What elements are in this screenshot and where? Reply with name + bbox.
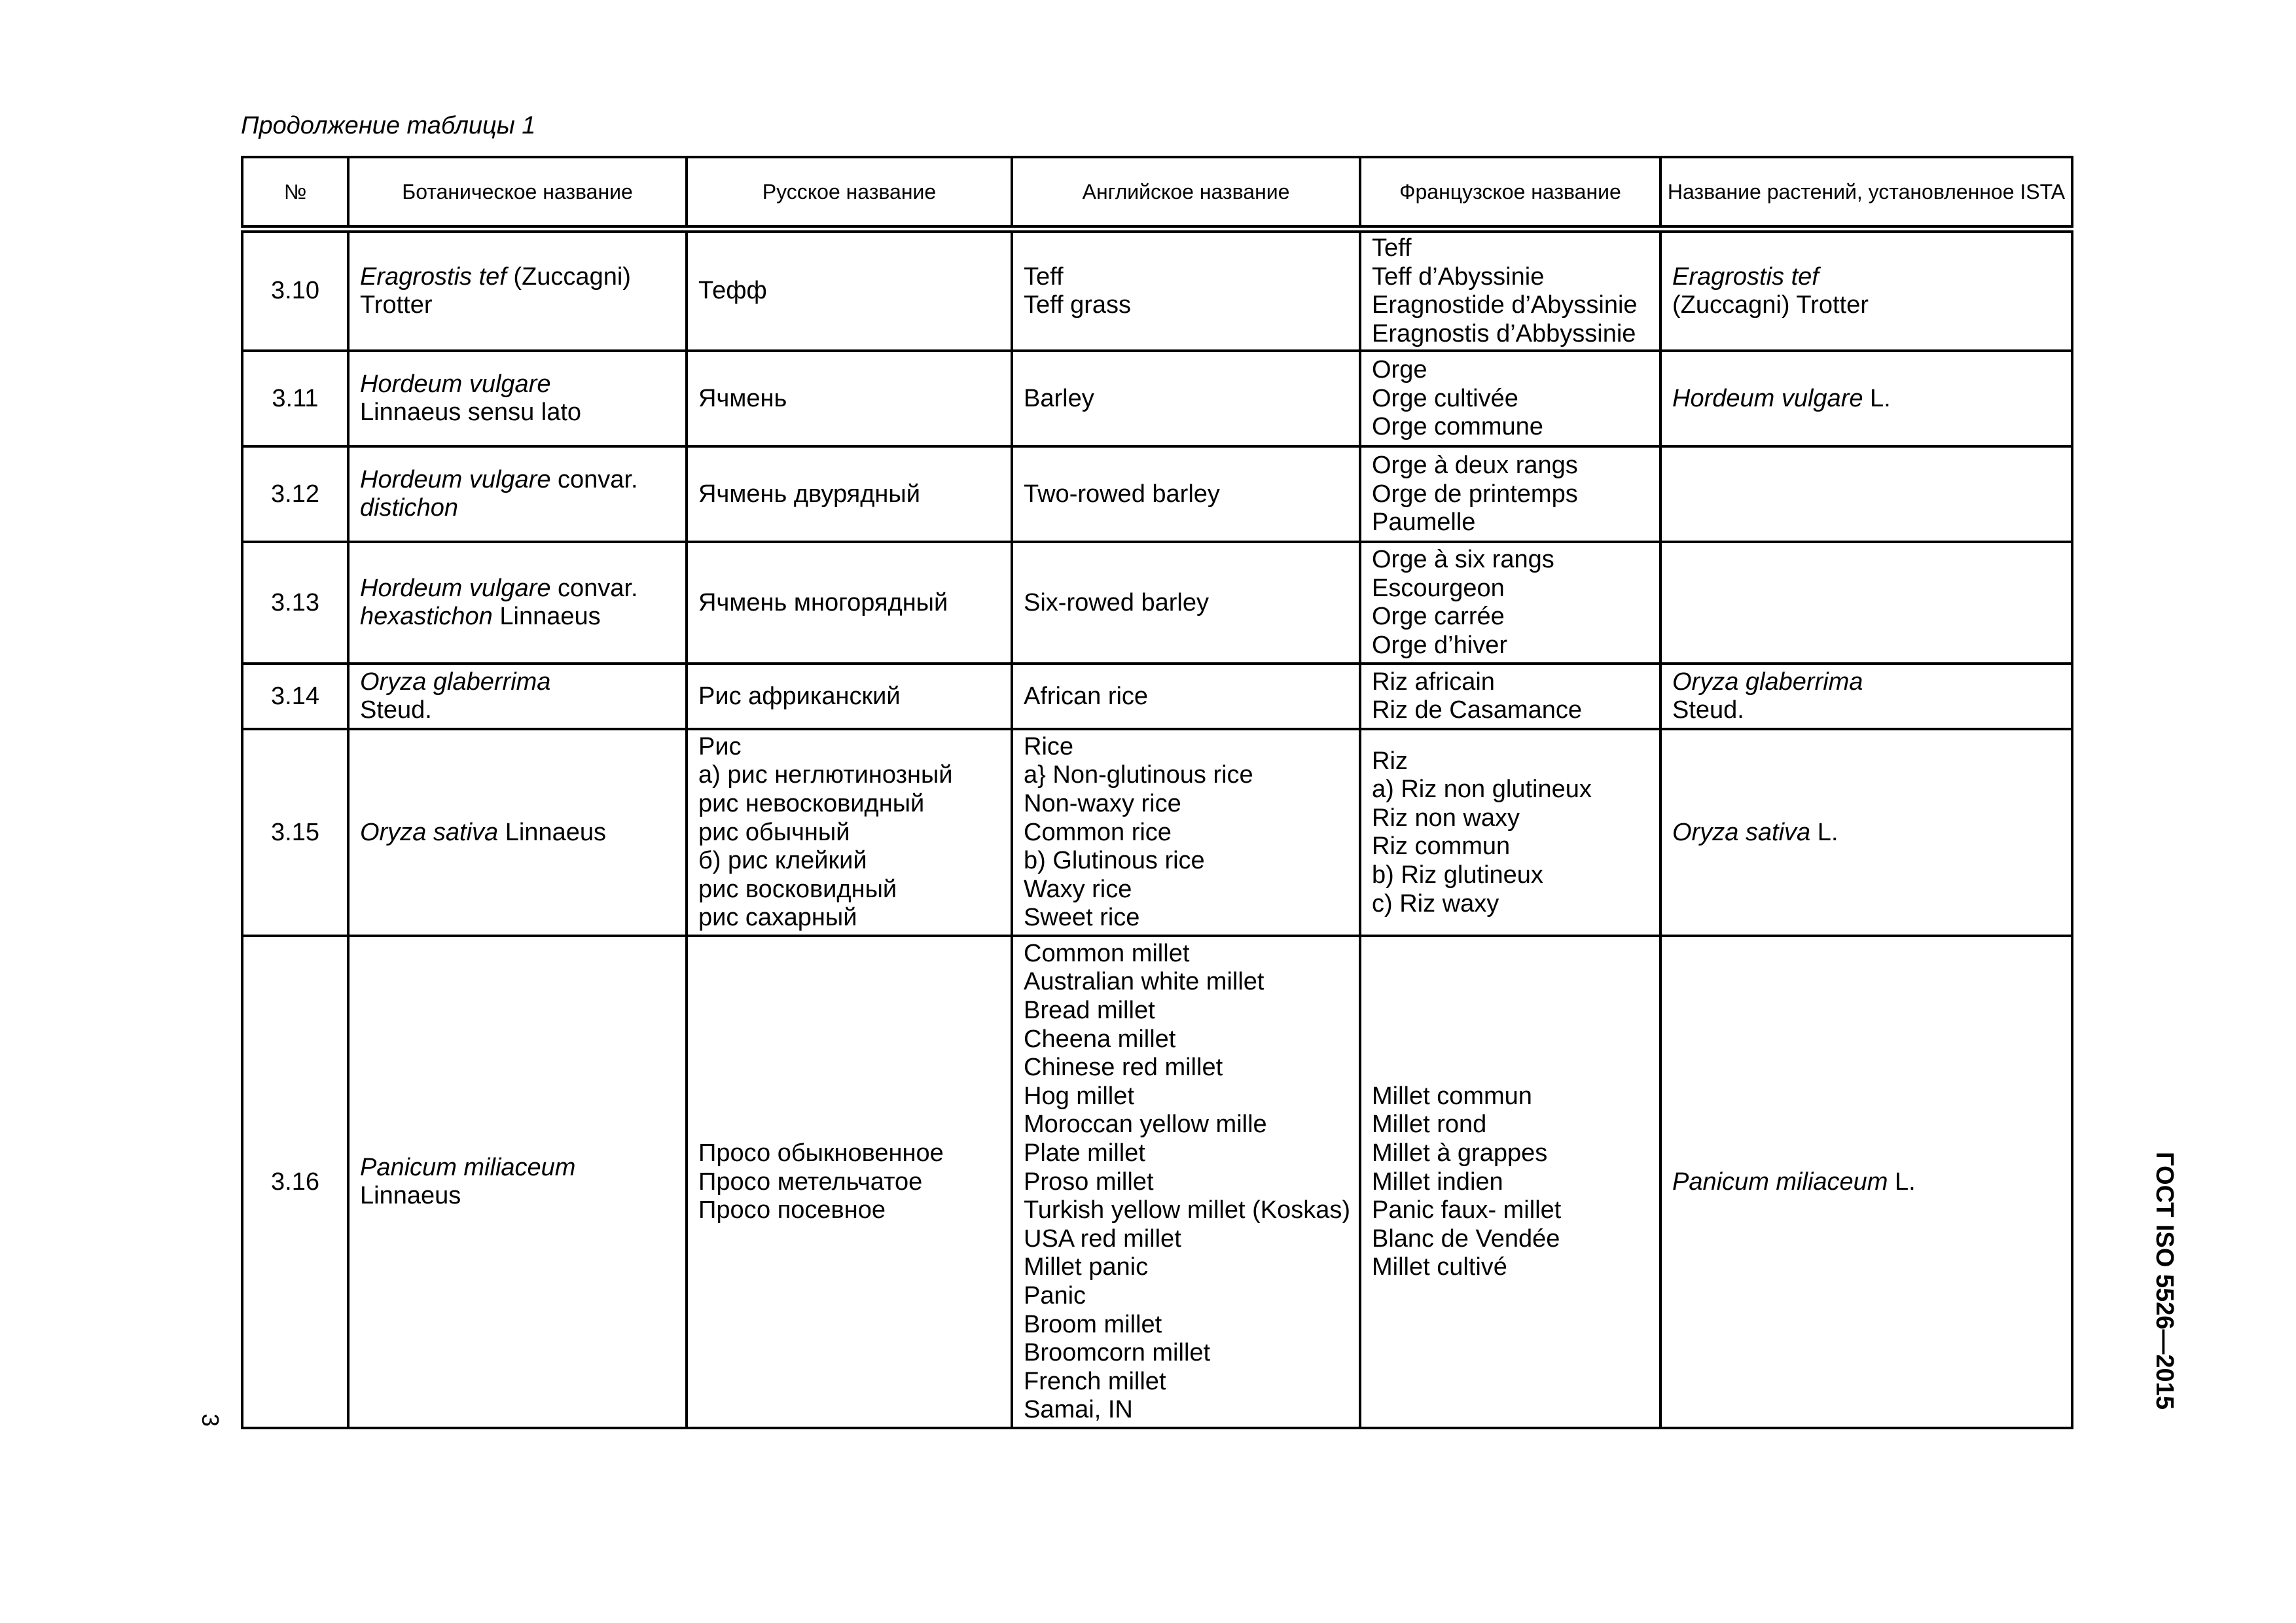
cell-ista-name <box>1660 446 2072 542</box>
cell-botanical-name-line <box>360 819 675 847</box>
cell-english-name-line: Moroccan yellow mille <box>1024 1111 1267 1139</box>
cell-french-name-line: Orge de printemps <box>1372 480 1578 508</box>
cell-english-name-line: Teff grass <box>1024 291 1132 319</box>
cell-russian-name-line: Просо метельчатое <box>698 1168 923 1196</box>
cell-french-name-line: b) Riz glutineux <box>1372 861 1543 889</box>
name-plain-part: Steud. <box>360 696 432 724</box>
latin-name-italic: Hordeum vulgare <box>360 574 551 602</box>
cell-number: 3.16 <box>242 936 348 1428</box>
cell-russian-name-line: рис обычный <box>698 818 850 846</box>
latin-name-italic: Panicum miliaceum <box>1672 1168 1888 1196</box>
cell-number: 3.12 <box>242 446 348 542</box>
cell-french-name-line: Blanc de Vendée <box>1372 1224 1560 1253</box>
name-plain-part: L. <box>1863 384 1891 412</box>
cell-english-name-line: b) Glutinous rice <box>1024 847 1205 875</box>
cell-french-name-line: c) Riz waxy <box>1372 889 1499 918</box>
cell-french-name-line: Orge à six rangs <box>1372 546 1554 574</box>
cell-ista-name-line <box>1672 263 2060 292</box>
cell-french-name-line: Millet cultivé <box>1372 1253 1507 1281</box>
cell-ista-name-line <box>1672 819 2060 847</box>
cell-botanical-name <box>348 351 687 446</box>
cell-english-name-line: Waxy rice <box>1024 875 1132 903</box>
cell-russian-name-line: Рис африканский <box>698 682 901 710</box>
latin-name-italic: Panicum miliaceum <box>360 1153 576 1181</box>
cell-russian-name-line: Ячмень двурядный <box>698 480 920 508</box>
cell-french-name <box>1360 351 1660 446</box>
cell-russian-name-line: Ячмень <box>698 384 787 412</box>
cell-french-name-line: Paumelle <box>1372 508 1476 537</box>
latin-name-italic: Hordeum vulgare <box>1672 384 1863 412</box>
latin-name-italic: hexastichon <box>360 603 493 631</box>
cell-french-name-line: Millet indien <box>1372 1168 1503 1196</box>
cell-ista-name <box>1660 229 2072 351</box>
cell-botanical-name-line <box>360 668 675 697</box>
cell-botanical-name <box>348 729 687 936</box>
cell-botanical-name-line <box>360 291 675 320</box>
name-plain-part: Linnaeus <box>498 818 606 846</box>
cell-english-name <box>1012 542 1360 664</box>
cell-botanical-name-line <box>360 603 675 632</box>
cell-english-name <box>1012 351 1360 446</box>
header-botanical-name: Ботаническое название <box>348 157 687 229</box>
cell-botanical-name-line <box>360 575 675 603</box>
cell-english-name-line: a} Non-glutinous rice <box>1024 761 1253 789</box>
cell-russian-name-line: рис сахарный <box>698 904 857 932</box>
name-plain-part: Linnaeus sensu lato <box>360 399 582 427</box>
latin-name-italic: Oryza glaberrima <box>360 668 551 696</box>
cell-english-name-line: Australian white millet <box>1024 968 1265 996</box>
latin-name-italic: distichon <box>360 494 458 522</box>
cell-russian-name <box>687 446 1012 542</box>
latin-name-italic: Oryza sativa <box>1672 818 1811 846</box>
cell-english-name-line: Panic <box>1024 1281 1086 1310</box>
cell-number: 3.14 <box>242 664 348 729</box>
cell-french-name-line: a) Riz non glutineux <box>1372 776 1592 804</box>
cell-english-name-line: Common rice <box>1024 818 1172 846</box>
cell-english-name-line: Two-rowed barley <box>1024 480 1220 508</box>
cell-english-name-line: USA red millet <box>1024 1224 1181 1253</box>
cell-english-name-line: Rice <box>1024 732 1074 760</box>
cell-english-name-line: Non-waxy rice <box>1024 789 1181 817</box>
cell-french-name-line: Teff d’Abyssinie <box>1372 262 1545 291</box>
cell-french-name-line: Millet commun <box>1372 1082 1532 1110</box>
cell-botanical-name <box>348 542 687 664</box>
name-plain-part: Trotter <box>360 291 433 319</box>
cell-french-name-line: Eragnostis d’Abbyssinie <box>1372 319 1636 348</box>
header-french-name: Французское название <box>1360 157 1660 229</box>
cell-english-name-line: Turkish yellow millet (Koskas) <box>1024 1196 1351 1224</box>
cell-french-name-line: Orge <box>1372 355 1427 383</box>
name-plain-part: (Zuccagni) Trotter <box>1672 291 1869 319</box>
cell-french-name-line: Orge cultivée <box>1372 384 1518 412</box>
cell-number: 3.11 <box>242 351 348 446</box>
cell-russian-name <box>687 664 1012 729</box>
header-ista-name: Название растений, установленное ISTA <box>1660 157 2072 229</box>
cell-ista-name-line <box>1672 291 2060 320</box>
cell-russian-name-line: б) рис клейкий <box>698 847 867 875</box>
cell-french-name-line: Riz africain <box>1372 668 1495 696</box>
cell-botanical-name-line <box>360 263 675 292</box>
cell-english-name <box>1012 446 1360 542</box>
cell-number: 3.13 <box>242 542 348 664</box>
cell-russian-name-line: Ячмень многорядный <box>698 588 948 616</box>
table-header-row <box>242 157 2072 229</box>
cell-ista-name <box>1660 729 2072 936</box>
cell-english-name-line: French millet <box>1024 1367 1166 1395</box>
cell-botanical-name <box>348 229 687 351</box>
cell-botanical-name-line <box>360 1154 675 1183</box>
cell-english-name-line: Bread millet <box>1024 997 1155 1025</box>
cell-botanical-name-line <box>360 494 675 523</box>
cell-french-name-line: Escourgeon <box>1372 574 1505 602</box>
table-caption: Продолжение таблицы 1 <box>241 112 536 139</box>
cell-french-name <box>1360 446 1660 542</box>
cell-ista-name-line <box>1672 668 2060 697</box>
cell-botanical-name <box>348 446 687 542</box>
cell-english-name <box>1012 936 1360 1428</box>
cell-russian-name-line: а) рис неглютинозный <box>698 761 953 789</box>
table-row <box>242 729 2072 936</box>
document-designation-text: ГОСТ ISO 5526—2015 <box>2151 1152 2178 1410</box>
name-plain-part: (Zuccagni) <box>506 262 631 291</box>
cell-english-name-line: Six-rowed barley <box>1024 588 1209 616</box>
cell-english-name-line: Chinese red millet <box>1024 1054 1223 1082</box>
cell-french-name-line: Millet à grappes <box>1372 1139 1548 1167</box>
page-number <box>197 1414 224 1440</box>
table-row <box>242 664 2072 729</box>
cell-botanical-name-line <box>360 466 675 495</box>
cell-english-name-line: Samai, IN <box>1024 1396 1133 1424</box>
cell-botanical-name-line <box>360 399 675 427</box>
cell-english-name-line: Hog millet <box>1024 1082 1134 1110</box>
cell-russian-name-line: Тефф <box>698 277 767 305</box>
name-plain-part: Linnaeus <box>360 1182 461 1210</box>
table-row <box>242 542 2072 664</box>
cell-russian-name <box>687 729 1012 936</box>
cell-english-name-line: Broom millet <box>1024 1310 1162 1338</box>
table-row <box>242 936 2072 1428</box>
cell-botanical-name <box>348 936 687 1428</box>
plant-names-table <box>241 156 2073 1429</box>
cell-ista-name <box>1660 936 2072 1428</box>
cell-botanical-name-line <box>360 696 675 725</box>
cell-russian-name-line: рис невосковидный <box>698 789 925 817</box>
document-designation <box>2151 1152 2178 1433</box>
name-plain-part: Linnaeus <box>492 603 601 631</box>
cell-french-name-line: Orge à deux rangs <box>1372 451 1578 479</box>
latin-name-italic: Eragrostis tef <box>1672 262 1819 291</box>
cell-french-name-line: Riz <box>1372 747 1408 775</box>
cell-english-name-line: Sweet rice <box>1024 904 1140 932</box>
name-plain-part: convar. <box>550 574 638 602</box>
cell-russian-name-line: Рис <box>698 732 742 760</box>
cell-english-name-line: Barley <box>1024 384 1094 412</box>
cell-french-name <box>1360 542 1660 664</box>
cell-english-name-line: Broomcorn millet <box>1024 1339 1211 1367</box>
name-plain-part: convar. <box>550 465 638 493</box>
cell-russian-name <box>687 936 1012 1428</box>
name-plain-part: L. <box>1810 818 1839 846</box>
table-row <box>242 351 2072 446</box>
page-number-text: 3 <box>197 1414 224 1427</box>
name-plain-part: Steud. <box>1672 696 1744 724</box>
cell-french-name-line: Riz non waxy <box>1372 804 1520 832</box>
header-russian-name: Русское название <box>687 157 1012 229</box>
cell-french-name-line: Eragnostide d’Abyssinie <box>1372 291 1638 319</box>
cell-english-name-line: Common millet <box>1024 939 1190 967</box>
cell-french-name-line: Riz commun <box>1372 832 1511 861</box>
cell-french-name-line: Riz de Casamance <box>1372 696 1583 724</box>
cell-french-name-line: Orge commune <box>1372 413 1543 441</box>
cell-french-name-line: Orge d’hiver <box>1372 631 1507 659</box>
header-number: № <box>242 157 348 229</box>
cell-botanical-name-line <box>360 1182 675 1211</box>
cell-french-name-line: Panic faux- millet <box>1372 1196 1562 1224</box>
cell-number: 3.15 <box>242 729 348 936</box>
cell-ista-name <box>1660 664 2072 729</box>
cell-ista-name-line <box>1672 1168 2060 1197</box>
cell-french-name-line: Teff <box>1372 234 1412 262</box>
cell-english-name-line: Teff <box>1024 262 1064 291</box>
name-plain-part: L. <box>1888 1168 1916 1196</box>
latin-name-italic: Oryza sativa <box>360 818 499 846</box>
cell-russian-name <box>687 229 1012 351</box>
cell-ista-name-line <box>1672 385 2060 414</box>
cell-french-name <box>1360 936 1660 1428</box>
table-row <box>242 446 2072 542</box>
cell-russian-name <box>687 542 1012 664</box>
cell-english-name <box>1012 229 1360 351</box>
cell-botanical-name <box>348 664 687 729</box>
cell-english-name <box>1012 664 1360 729</box>
latin-name-italic: Hordeum vulgare <box>360 370 551 398</box>
cell-french-name <box>1360 664 1660 729</box>
cell-french-name-line: Millet rond <box>1372 1111 1487 1139</box>
cell-russian-name-line: рис восковидный <box>698 875 897 903</box>
cell-french-name-line: Orge carrée <box>1372 603 1505 631</box>
cell-english-name-line: Millet panic <box>1024 1253 1149 1281</box>
cell-french-name <box>1360 229 1660 351</box>
cell-number: 3.10 <box>242 229 348 351</box>
cell-ista-name <box>1660 351 2072 446</box>
cell-english-name-line: Plate millet <box>1024 1139 1145 1167</box>
cell-ista-name <box>1660 542 2072 664</box>
latin-name-italic: Oryza glaberrima <box>1672 668 1863 696</box>
cell-english-name <box>1012 729 1360 936</box>
cell-english-name-line: Proso millet <box>1024 1168 1154 1196</box>
latin-name-italic: Eragrostis tef <box>360 262 507 291</box>
cell-english-name-line: Cheena millet <box>1024 1025 1176 1053</box>
table-body <box>242 229 2072 1428</box>
cell-russian-name <box>687 351 1012 446</box>
table-row <box>242 229 2072 351</box>
cell-french-name <box>1360 729 1660 936</box>
cell-botanical-name-line <box>360 370 675 399</box>
latin-name-italic: Hordeum vulgare <box>360 465 551 493</box>
cell-russian-name-line: Просо посевное <box>698 1196 886 1224</box>
cell-russian-name-line: Просо обыкновенное <box>698 1139 944 1167</box>
cell-english-name-line: African rice <box>1024 682 1149 710</box>
header-english-name: Английское название <box>1012 157 1360 229</box>
cell-ista-name-line <box>1672 696 2060 725</box>
